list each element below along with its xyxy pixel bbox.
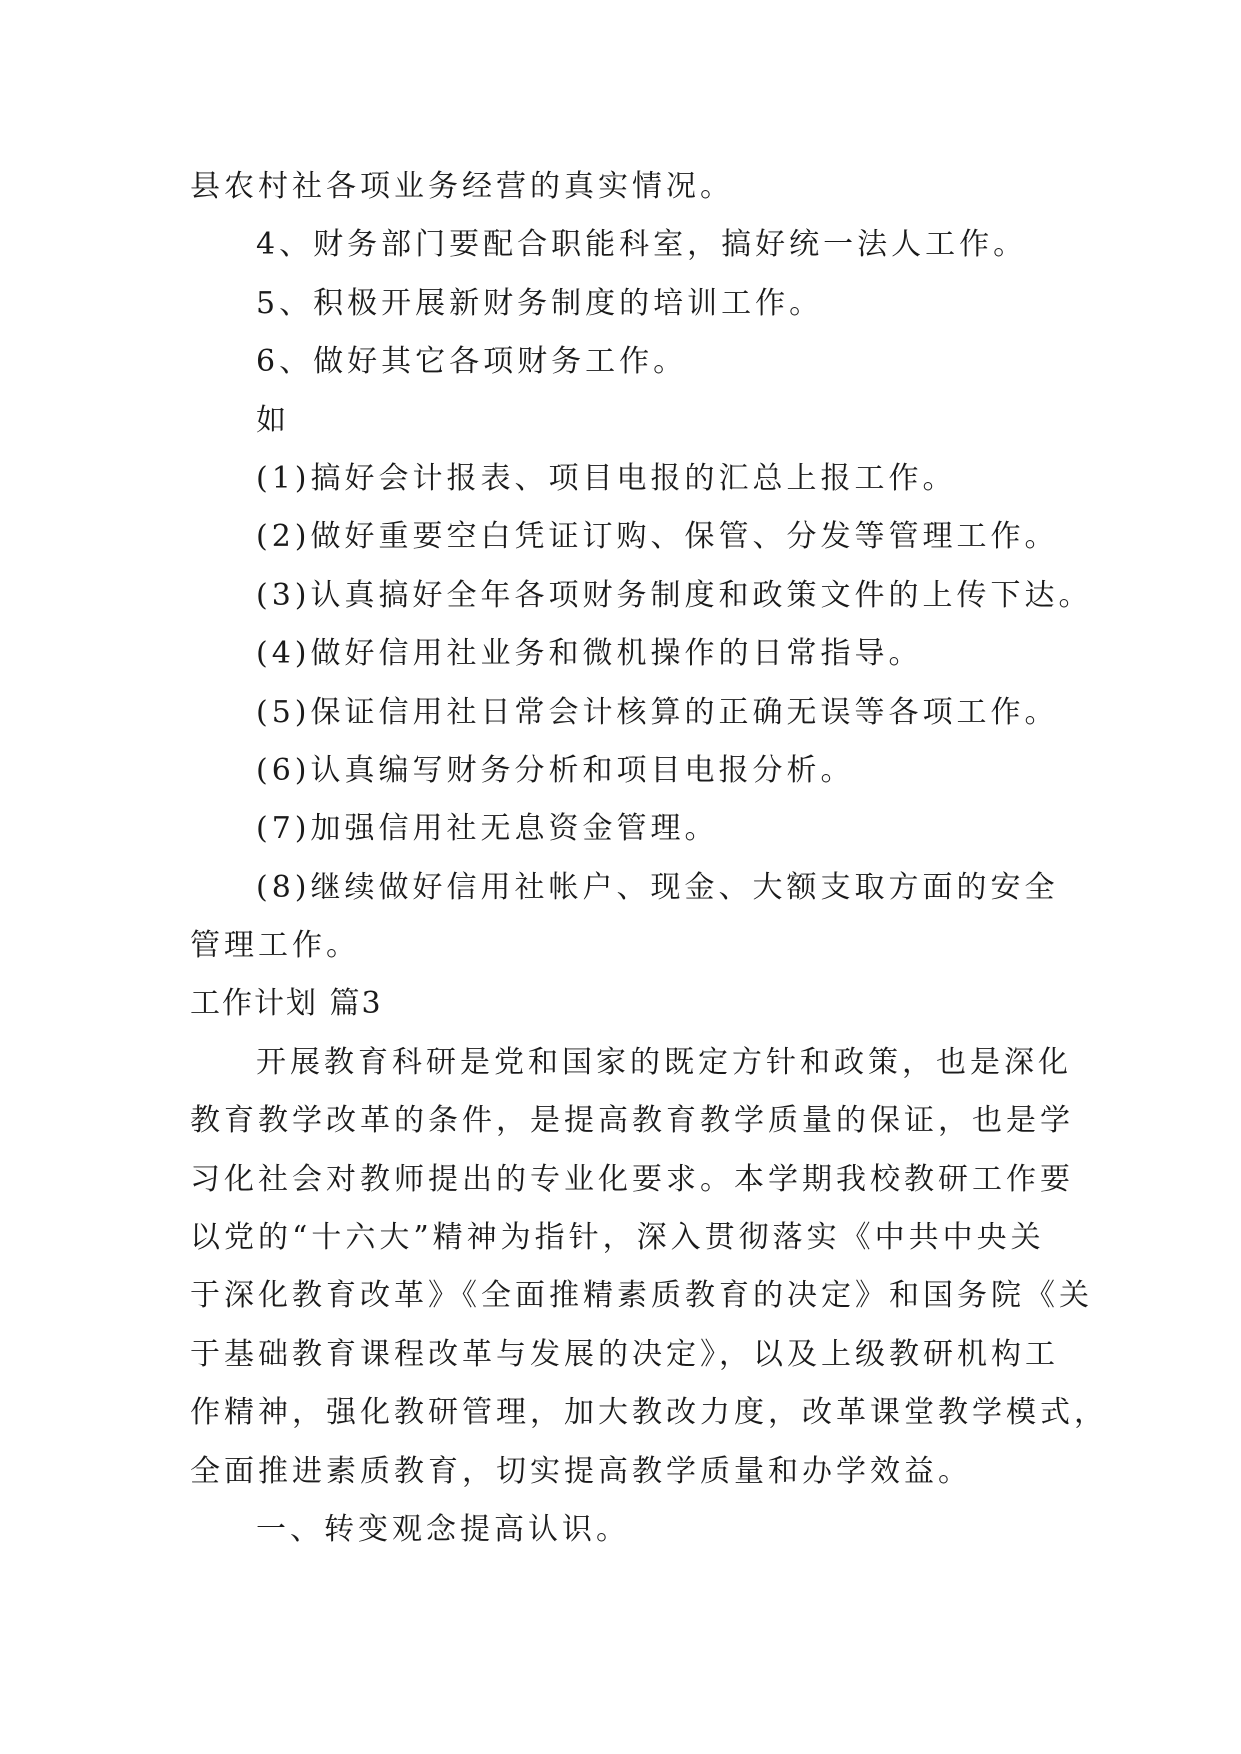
text-line: 管理工作。 — [190, 928, 360, 964]
text-line: 于深化教育改革》《全面推精素质教育的决定》和国务院《关 — [190, 1278, 1093, 1314]
text-line: (8)继续做好信用社帐户、现金、大额支取方面的安全 — [256, 869, 1059, 905]
text-line: 6、做好其它各项财务工作。 — [256, 344, 688, 380]
text-line: 全面推进素质教育，切实提高教学质量和办学效益。 — [190, 1453, 972, 1489]
section-heading: 工作计划 篇3 — [190, 986, 383, 1022]
text-line: 习化社会对教师提出的专业化要求。本学期我校教研工作要 — [190, 1161, 1074, 1197]
text-line: (6)认真编写财务分析和项目电报分析。 — [256, 752, 855, 788]
text-line: 如 — [256, 402, 290, 438]
text-line: 一、转变观念提高认识。 — [256, 1511, 630, 1547]
text-line: (5)保证信用社日常会计核算的正确无误等各项工作。 — [256, 694, 1059, 730]
text-line: (4)做好信用社业务和微机操作的日常指导。 — [256, 636, 923, 672]
text-line: (1)搞好会计报表、项目电报的汇总上报工作。 — [256, 460, 957, 496]
text-line: 于基础教育课程改革与发展的决定》，以及上级教研机构工 — [190, 1336, 1059, 1372]
text-line: 县农村社各项业务经营的真实情况。 — [190, 169, 734, 204]
text-line: (2)做好重要空白凭证订购、保管、分发等管理工作。 — [256, 519, 1059, 555]
text-line: 教育教学改革的条件，是提高教育教学质量的保证，也是学 — [190, 1103, 1074, 1139]
document-page — [190, 158, 1108, 1559]
text-line: (3)认真搞好全年各项财务制度和政策文件的上传下达。 — [256, 577, 1093, 613]
text-line: 作精神，强化教研管理，加大教改力度，改革课堂教学模式， — [190, 1395, 1108, 1431]
text-line: (7)加强信用社无息资金管理。 — [256, 811, 719, 847]
text-line: 5、积极开展新财务制度的培训工作。 — [256, 285, 824, 321]
text-line: 以党的“十六大”精神为指针，深入贯彻落实《中共中央关 — [190, 1220, 1045, 1256]
text-line: 4、财务部门要配合职能科室，搞好统一法人工作。 — [256, 227, 1028, 263]
text-line: 开展教育科研是党和国家的既定方针和政策，也是深化 — [256, 1044, 1072, 1080]
